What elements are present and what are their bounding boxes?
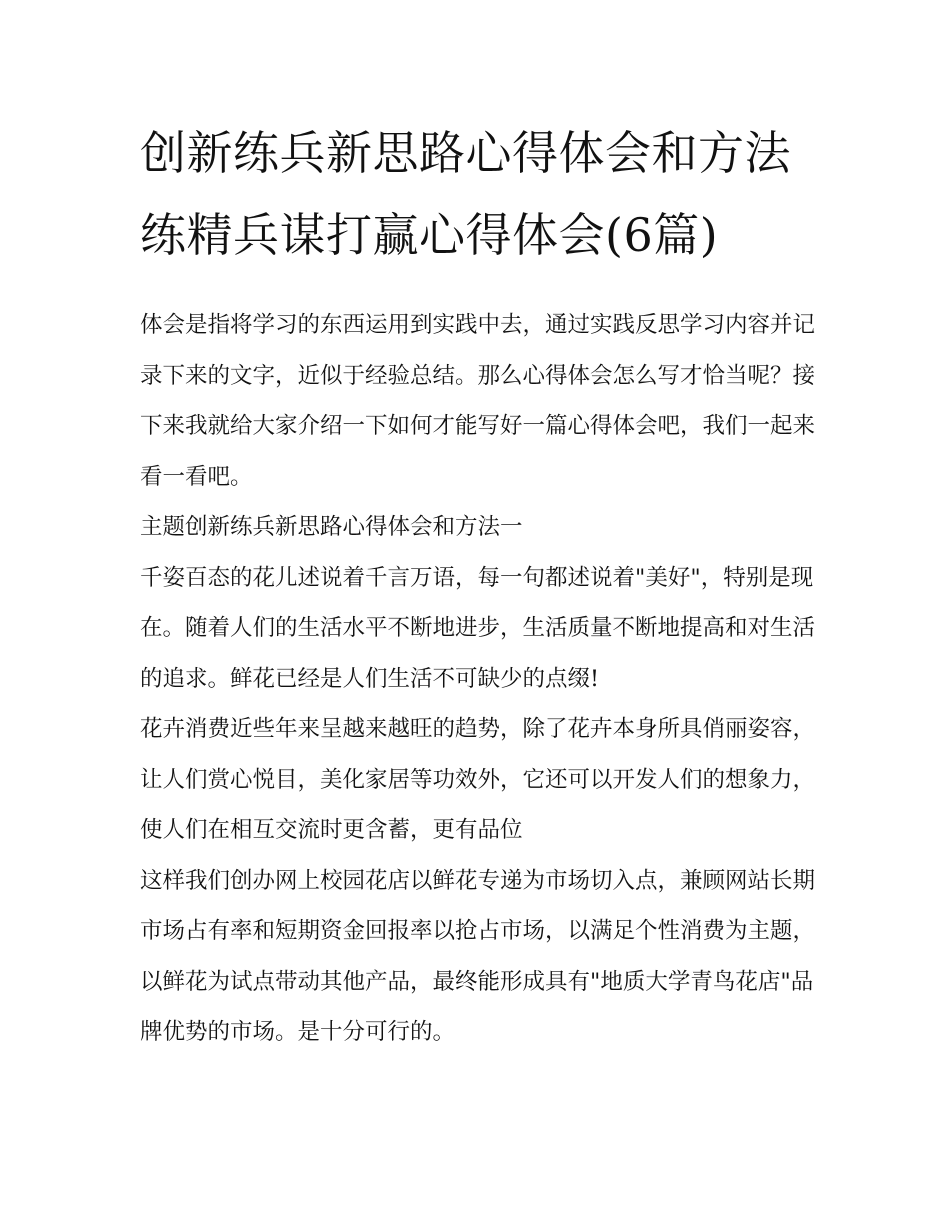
document-title: 创新练兵新思路心得体会和方法 练精兵谋打赢心得体会(6篇) — [140, 126, 791, 262]
intro-paragraph: 体会是指将学习的东西运用到实践中去，通过实践反思学习内容并记录下来的文字，近似于经验总结。那么心得体会怎么写才恰当呢？接下来我就给大家介绍一下如何才能写好一篇心得体会吧，我们一起来看一看吧。 — [140, 312, 816, 490]
body-paragraph: 千姿百态的花儿述说着千言万语，每一句都述说着"美好"，特别是现在。随着人们的生活水平不断地进步，生活质量不断地提高和对生活的追求。鲜花已经是人们生活不可缺少的点缀! — [140, 564, 816, 692]
body-paragraph: 花卉消费近些年来呈越来越旺的趋势，除了花卉本身所具俏丽姿容，让人们赏心悦目，美化家居等功效外，它还可以开发人们的想象力，使人们在相互交流时更含蓄，更有品位 — [140, 716, 816, 843]
body-paragraph: 这样我们创办网上校园花店以鲜花专递为市场切入点，兼顾网站长期市场占有率和短期资金回报率以抢占市场，以满足个性消费为主题，以鲜花为试点带动其他产品，最终能形成具有"地质大学青鸟花店"品牌优势的市场。是十分可行的。 — [140, 867, 816, 1045]
document-body — [140, 112, 820, 1058]
section-heading: 主题创新练兵新思路心得体会和方法一 — [140, 514, 523, 540]
